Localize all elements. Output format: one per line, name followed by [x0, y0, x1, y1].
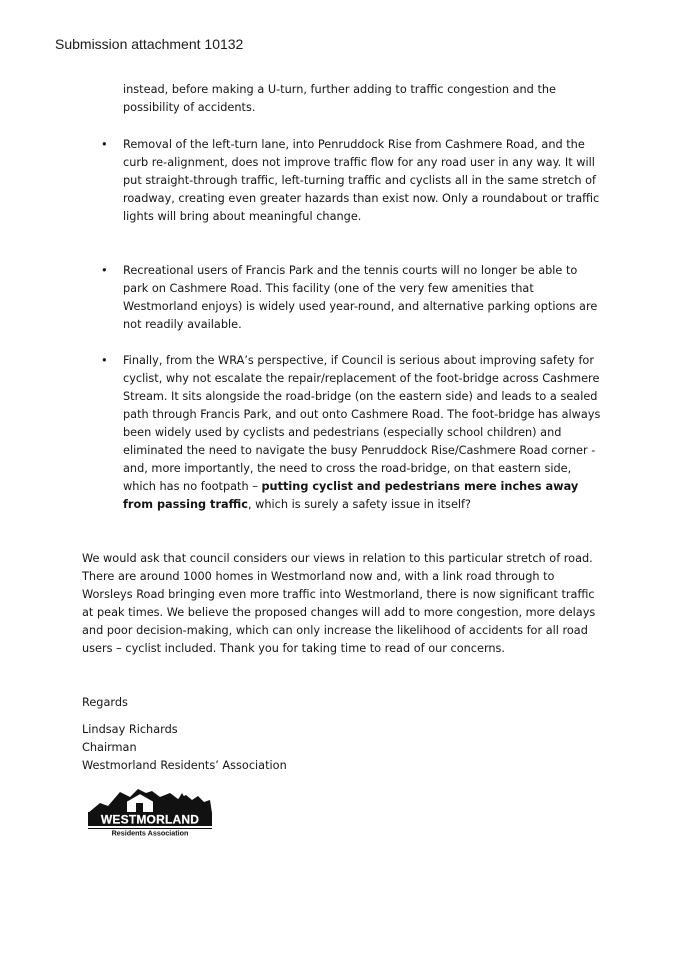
continuation-paragraph: instead, before making a U-turn, further adding to traffic congestion and the possibility of accidents. — [123, 83, 556, 114]
bullet-item-left-turn-lane — [82, 136, 602, 226]
signature-name: Lindsay Richards — [82, 723, 178, 736]
bullet-dot: • — [101, 138, 108, 151]
bullet-dot: • — [101, 354, 108, 367]
bullet-text: Recreational users of Francis Park and the tennis courts will no longer be able to park on Cashmere Road. This facility (one of the very few amenities that Westmorland enjoys) is widely used year-round, and alternative parking options are not readily available. — [123, 264, 598, 331]
westmorland-logo — [86, 783, 214, 837]
bullet-item-parking — [82, 262, 602, 334]
bullet-list — [82, 136, 602, 514]
signature-role: Chairman — [82, 741, 137, 754]
logo-subtitle-text: Residents Association — [111, 828, 189, 837]
signature-organization: Westmorland Residents’ Association — [82, 759, 287, 772]
logo-house-door — [136, 803, 143, 813]
bullet-text-emphasis: putting cyclist and pedestrians mere inches away from passing traffic — [123, 480, 579, 511]
bullet-item-foot-bridge — [82, 352, 602, 514]
document-header: Submission attachment 10132 — [55, 36, 244, 52]
letter-body — [82, 81, 602, 775]
bullet-text-start: Finally, from the WRA’s perspective, if Council is serious about improving safety for cyclist, why not escalate the repair/replacement of the foot-bridge across Cashmere Stream. It sits alongside the road-bridge (on the eastern side) and leads to a sealed path through Francis Park, and out onto Cashmere Road. The foot-bridge has always been widely used by cyclists and pedestrians (especially school children) and eliminated the need to navigate the busy Penruddock Rise/Cashmere Road corner - and, more importantly, the need to cross the road-bridge, on that eastern side, which has no footpath – — [123, 354, 601, 493]
regards-line: Regards — [82, 696, 128, 709]
bullet-text — [123, 354, 600, 511]
bullet-text: Removal of the left-turn lane, into Penruddock Rise from Cashmere Road, and the curb re-alignment, does not improve traffic flow for any road user in any way. It will put straight-through traffic, left-turning traffic and cyclists all in the same stretch of roadway, creating even greater hazards than exist now. Only a roundabout or traffic lights will bring about meaningful change. — [123, 138, 600, 223]
bullet-text-end: , which is surely a safety issue in itself? — [247, 498, 472, 511]
signature-block — [82, 721, 602, 775]
closing-paragraph: We would ask that council considers our views in relation to this particular stretch of road. There are around 1000 homes in Westmorland now and, with a link road through to Worsleys Road bringing even more traffic into Westmorland, there is now significant traffic at peak times. We believe the proposed changes will add to more congestion, more delays and poor decision-making, which can only increase the likelihood of accidents for all road users – cyclist included. Thank you for taking time to read of our concerns. — [82, 552, 596, 655]
logo-title-text: WESTMORLAND — [100, 812, 200, 827]
bullet-dot: • — [101, 264, 108, 277]
